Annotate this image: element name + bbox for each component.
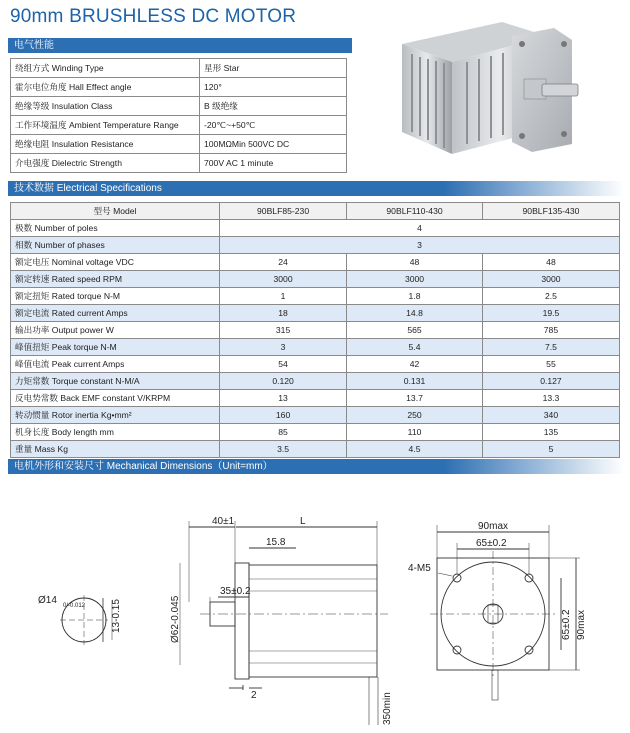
performance-value: B 级绝缘 — [200, 97, 347, 116]
electrical-label: 峰值电流 Peak current Amps — [11, 356, 220, 373]
electrical-value: 1.8 — [347, 288, 483, 305]
electrical-value: 0.131 — [347, 373, 483, 390]
dim-90max-side: 90max — [576, 609, 587, 640]
electrical-label: 额定电压 Nominal voltage VDC — [11, 254, 220, 271]
dim-13: 13-0.15 — [111, 599, 122, 633]
electrical-row — [11, 271, 620, 288]
electrical-value: 3000 — [347, 271, 483, 288]
dim-65-side: 65±0.2 — [561, 609, 572, 640]
performance-row — [11, 116, 347, 135]
flange — [235, 563, 249, 679]
section-bar-electrical — [8, 181, 444, 196]
electrical-row — [11, 373, 620, 390]
electrical-row — [11, 356, 620, 373]
dim-40: 40±1 — [212, 516, 235, 527]
electrical-value: 785 — [482, 322, 619, 339]
electrical-row — [11, 237, 620, 254]
performance-row — [11, 154, 347, 173]
electrical-row — [11, 322, 620, 339]
electrical-value: 42 — [347, 356, 483, 373]
performance-label: 霍尔电位角度 Hall Effect angle — [11, 78, 200, 97]
electrical-row — [11, 407, 620, 424]
dim-shaft-tol: 0/-0.012 — [63, 603, 86, 609]
dim-shaft-dia: Ø14 — [38, 595, 57, 606]
electrical-value: 110 — [347, 424, 483, 441]
dim-35: 35±0.2 — [220, 586, 251, 597]
electrical-value: 85 — [220, 424, 347, 441]
electrical-value: 54 — [220, 356, 347, 373]
performance-label: 介电强度 Dielectric Strength — [11, 154, 200, 173]
electrical-value: 48 — [347, 254, 483, 271]
electrical-label: 额定转速 Rated speed RPM — [11, 271, 220, 288]
electrical-label: 额定电流 Rated current Amps — [11, 305, 220, 322]
electrical-header-row — [11, 203, 620, 220]
mechanical-drawing — [0, 475, 630, 733]
dim-62: Ø62-0.045 — [170, 595, 181, 643]
electrical-value: 3 — [220, 237, 620, 254]
dim-L: L — [300, 516, 306, 527]
electrical-value: 5 — [482, 441, 619, 458]
electrical-value: 5.4 — [347, 339, 483, 356]
electrical-value: 0.127 — [482, 373, 619, 390]
page-title: 90mm BRUSHLESS DC MOTOR — [10, 6, 297, 27]
electrical-header-cell: 90BLF110-430 — [347, 203, 483, 220]
electrical-value: 13 — [220, 390, 347, 407]
section-bar-fade — [444, 459, 624, 474]
performance-row — [11, 97, 347, 116]
electrical-value: 18 — [220, 305, 347, 322]
section-title-performance: 电气性能 — [14, 40, 54, 51]
electrical-value: 565 — [347, 322, 483, 339]
performance-value: 120° — [200, 78, 347, 97]
performance-value: 700V AC 1 minute — [200, 154, 347, 173]
electrical-row — [11, 305, 620, 322]
performance-label: 绝缘等级 Insulation Class — [11, 97, 200, 116]
electrical-header-cell: 90BLF85-230 — [220, 203, 347, 220]
dim-90max-top: 90max — [478, 521, 509, 532]
electrical-label: 力矩常数 Torque constant N-M/A — [11, 373, 220, 390]
section-title-mechanical: 电机外形和安装尺寸 Mechanical Dimensions（Unit=mm） — [14, 461, 273, 472]
electrical-value: 3000 — [220, 271, 347, 288]
electrical-value: 2.5 — [482, 288, 619, 305]
electrical-value: 160 — [220, 407, 347, 424]
electrical-value: 55 — [482, 356, 619, 373]
electrical-value: 4.5 — [347, 441, 483, 458]
electrical-value: 7.5 — [482, 339, 619, 356]
electrical-row — [11, 390, 620, 407]
electrical-header-cell: 型号 Model — [11, 203, 220, 220]
electrical-value: 14.8 — [347, 305, 483, 322]
electrical-value: 340 — [482, 407, 619, 424]
electrical-label: 转动惯量 Rotor inertia Kg•mm² — [11, 407, 220, 424]
electrical-value: 3000 — [482, 271, 619, 288]
dim-4-m5: 4-M5 — [408, 563, 431, 574]
electrical-value: 1 — [220, 288, 347, 305]
electrical-row — [11, 441, 620, 458]
electrical-value: 19.5 — [482, 305, 619, 322]
electrical-value: 315 — [220, 322, 347, 339]
section-bar-mechanical — [8, 459, 444, 474]
electrical-table — [10, 202, 620, 458]
section-title-electrical: 技术数据 Electrical Specifications — [14, 183, 162, 194]
electrical-label: 输出功率 Output power W — [11, 322, 220, 339]
section-bar-performance — [8, 38, 352, 53]
electrical-row — [11, 220, 620, 237]
electrical-row — [11, 424, 620, 441]
motor-body-side — [249, 565, 377, 677]
performance-table — [10, 58, 347, 173]
motor-photo — [382, 14, 582, 174]
performance-label: 绕组方式 Winding Type — [11, 59, 200, 78]
electrical-value: 48 — [482, 254, 619, 271]
electrical-value: 3 — [220, 339, 347, 356]
electrical-label: 额定扭矩 Rated torque N-M — [11, 288, 220, 305]
electrical-value: 250 — [347, 407, 483, 424]
performance-label: 绝缘电阻 Insulation Resistance — [11, 135, 200, 154]
dim-65-top: 65±0.2 — [476, 538, 507, 549]
electrical-label: 反电势常数 Back EMF constant V/KRPM — [11, 390, 220, 407]
dim-15-8: 15.8 — [266, 537, 286, 548]
performance-value: 100MΩMin 500VC DC — [200, 135, 347, 154]
electrical-value: 13.7 — [347, 390, 483, 407]
electrical-header-cell: 90BLF135-430 — [482, 203, 619, 220]
electrical-row — [11, 254, 620, 271]
performance-label: 工作环境温度 Ambient Temperature Range — [11, 116, 200, 135]
electrical-label: 相数 Number of phases — [11, 237, 220, 254]
performance-value: 星形 Star — [200, 59, 347, 78]
electrical-value: 135 — [482, 424, 619, 441]
electrical-row — [11, 288, 620, 305]
dim-350: 350min — [382, 692, 393, 725]
dim-2: 2 — [251, 690, 257, 701]
electrical-value: 3.5 — [220, 441, 347, 458]
electrical-value: 0.120 — [220, 373, 347, 390]
performance-value: -20℃~+50℃ — [200, 116, 347, 135]
electrical-value: 4 — [220, 220, 620, 237]
electrical-value: 13.3 — [482, 390, 619, 407]
electrical-value: 24 — [220, 254, 347, 271]
electrical-row — [11, 339, 620, 356]
electrical-label: 机身长度 Body length mm — [11, 424, 220, 441]
performance-row — [11, 135, 347, 154]
performance-row — [11, 78, 347, 97]
electrical-label: 峰值扭矩 Peak torque N-M — [11, 339, 220, 356]
electrical-label: 极数 Number of poles — [11, 220, 220, 237]
electrical-label: 重量 Mass Kg — [11, 441, 220, 458]
section-bar-fade — [444, 181, 624, 196]
performance-row — [11, 59, 347, 78]
